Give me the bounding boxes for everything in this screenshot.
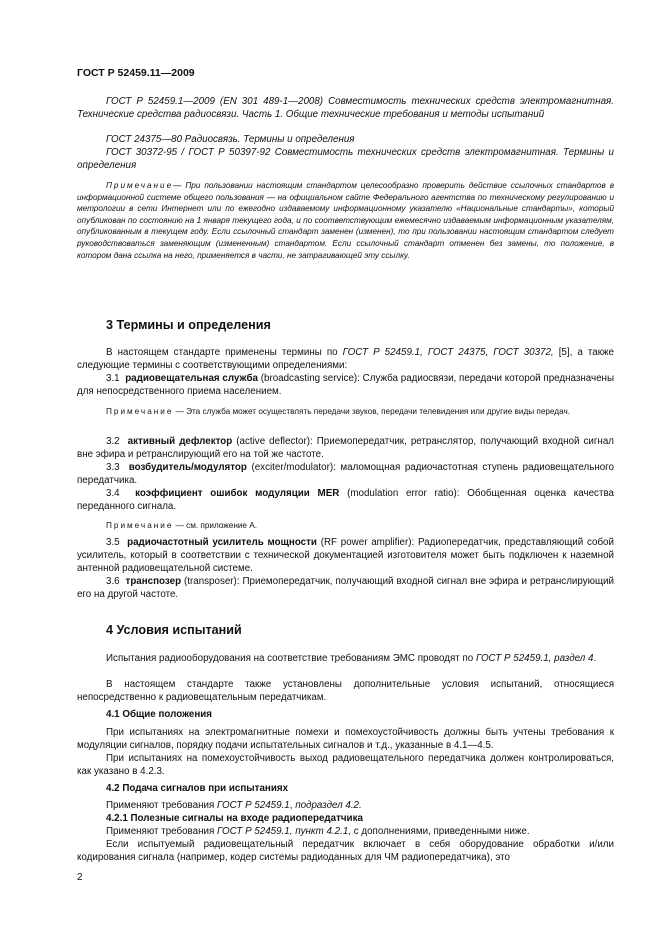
paragraph-text-end: , с дополнениями, приведенными ниже. xyxy=(348,826,530,837)
term-title: радиовещательная служба xyxy=(125,373,258,384)
term-title: радиочастотный усилитель мощности xyxy=(127,537,317,548)
section-4-paragraph-1 xyxy=(77,653,614,666)
term-number: 3.2 xyxy=(106,436,120,447)
reference-gost-30372: ГОСТ 30372-95 / ГОСТ Р 50397-92 Совместимость технических средств электромагнитная. Термины и определения xyxy=(77,147,614,171)
intro-references: ГОСТ Р 52459.1, ГОСТ 24375, ГОСТ 30372, xyxy=(342,347,554,358)
term-definition: (transposer): Приемопередатчик, получающий входной сигнал вне эфира и ретранслирующий его на другой частоте. xyxy=(77,576,614,600)
term-3-1-note xyxy=(77,406,614,418)
paragraph-text: Испытания радиооборудования на соответствие требованиям ЭМС проводят по xyxy=(106,653,476,664)
term-3-4 xyxy=(77,488,614,514)
note-text: — см. приложение А. xyxy=(173,521,257,530)
term-title: активный дефлектор xyxy=(127,436,233,447)
paragraph-reference: ГОСТ Р 52459.1 xyxy=(217,800,290,811)
section-4-1-paragraph-1: При испытаниях на электромагнитные помехи и помехоустойчивость должны быть учтены требования к модуляции сигналов, порядку подачи испытательных сигналов и т.д., указанные в 4.1—4.5. xyxy=(77,727,614,751)
term-title: транспозер xyxy=(125,576,182,587)
paragraph-text: Применяют требования xyxy=(106,800,217,811)
term-3-1 xyxy=(77,373,614,399)
section-4-heading: 4 Условия испытаний xyxy=(106,623,242,637)
term-number: 3.5 xyxy=(106,537,120,548)
paragraph-reference: ГОСТ Р 52459.1, пункт 4.2.1 xyxy=(217,826,349,837)
term-number: 3.4 xyxy=(106,488,120,499)
references-note xyxy=(77,180,614,261)
term-3-6 xyxy=(77,576,614,602)
section-3-intro xyxy=(77,347,614,373)
section-4-1-heading: 4.1 Общие положения xyxy=(106,709,213,720)
note-text: — При пользовании настоящим стандартом целесообразно проверить действие ссылочных стандартов в информационной системе общего пользования — на официальном сайте Федерального агентства по техническому регулированию и метрологии в сети Интернет или по ежегодно издаваемому информационному указателю «Национальные стандарты», который опубликован по состоянию на 1 января текущего года, и по соответствующим ежемесячно издаваемым информационным указателям, опубликованным в текущем году. Если ссылочный стандарт заменен (изменен), то при пользовании настоящим стандартом следует руководствоваться заменяющим (измененным) стандартом. Если ссылочный стандарт отменен без замены, то положение, в котором дана ссылка на него, применяется в части, не затрагивающей эту ссылку. xyxy=(77,181,614,260)
intro-text: В настоящем стандарте применены термины по xyxy=(106,347,343,358)
page-number: 2 xyxy=(77,872,83,883)
term-number: 3.6 xyxy=(106,576,120,587)
note-label: Примечание xyxy=(106,181,174,190)
section-4-2-heading: 4.2 Подача сигналов при испытаниях xyxy=(106,783,289,794)
section-4-paragraph-2: В настоящем стандарте также установлены дополнительные условия испытаний, относящиеся непосредственно к радиовещательным передатчикам. xyxy=(77,679,614,703)
term-definition: (modulation error ratio): Обобщенная оценка качества переданного сигнала. xyxy=(77,488,614,512)
section-3-heading: 3 Термины и определения xyxy=(106,318,271,332)
term-definition: (exciter/modulator): маломощная радиочастотная ступень радиовещательного передатчика. xyxy=(77,462,614,486)
term-3-2 xyxy=(77,436,614,462)
reference-gost-52459-1: ГОСТ Р 52459.1—2009 (EN 301 489-1—2008) Совместимость технических средств электромагнитная. Технические средства радиосвязи. Часть 1. Общие технические требования и методы испытаний xyxy=(77,96,614,120)
term-definition: (active deflector): Приемопередатчик, ретранслятор, получающий входной сигнал вне эфира и ретранслирующий его на той же частоте. xyxy=(77,436,615,460)
term-title: возбудитель/модулятор xyxy=(128,462,247,473)
term-title: коэффициент ошибок модуляции MER xyxy=(135,488,340,499)
term-3-4-note xyxy=(77,520,614,532)
term-definition: (RF power amplifier): Радиопередатчик, представляющий собой усилитель, который в соответствии с технической документацией изготовителя может быть подключен к наземной антенной радиовещательной системе. xyxy=(77,537,614,574)
note-text: — Эта служба может осуществлять передачи звуков, передачи телевидения или другие виды передач. xyxy=(173,407,570,416)
term-3-3 xyxy=(77,462,614,488)
paragraph-text-end: . xyxy=(593,653,597,664)
term-number: 3.1 xyxy=(106,373,120,384)
section-4-2-1-paragraph-2: Если испытуемый радиовещательный передатчик включает в себя оборудование обработки и/или кодирования сигнала (например, кодер системы радиоданных для ЧМ радиопередатчика), это xyxy=(77,839,614,863)
section-4-2-1-heading: 4.2.1 Полезные сигналы на входе радиопередатчика xyxy=(106,813,363,824)
note-label: Примечание xyxy=(106,407,174,416)
section-4-1-paragraph-2: При испытаниях на помехоустойчивость выход радиовещательного передатчика должен контролироваться, как указано в 4.2.3. xyxy=(77,753,614,777)
reference-gost-24375: ГОСТ 24375—80 Радиосвязь. Термины и определения xyxy=(106,134,355,145)
intro-text-end: [5], а также следующие термины с соответствующими определениями: xyxy=(77,347,614,371)
term-definition: (broadcasting service): Служба радиосвязи, передачи которой предназначены для непосредственного приема населением. xyxy=(77,373,614,397)
paragraph-separator: , xyxy=(289,800,296,811)
paragraph-reference-2: подраздел 4.2. xyxy=(295,800,362,811)
section-4-2-1-paragraph-1 xyxy=(77,826,614,839)
paragraph-text: Применяют требования xyxy=(106,826,217,837)
document-header: ГОСТ Р 52459.11—2009 xyxy=(77,67,195,79)
paragraph-reference: ГОСТ Р 52459.1, раздел 4 xyxy=(475,653,594,664)
section-4-2-paragraph-1 xyxy=(77,800,614,813)
term-3-5 xyxy=(77,537,614,576)
note-label: Примечание xyxy=(106,521,174,530)
term-number: 3.3 xyxy=(106,462,120,473)
